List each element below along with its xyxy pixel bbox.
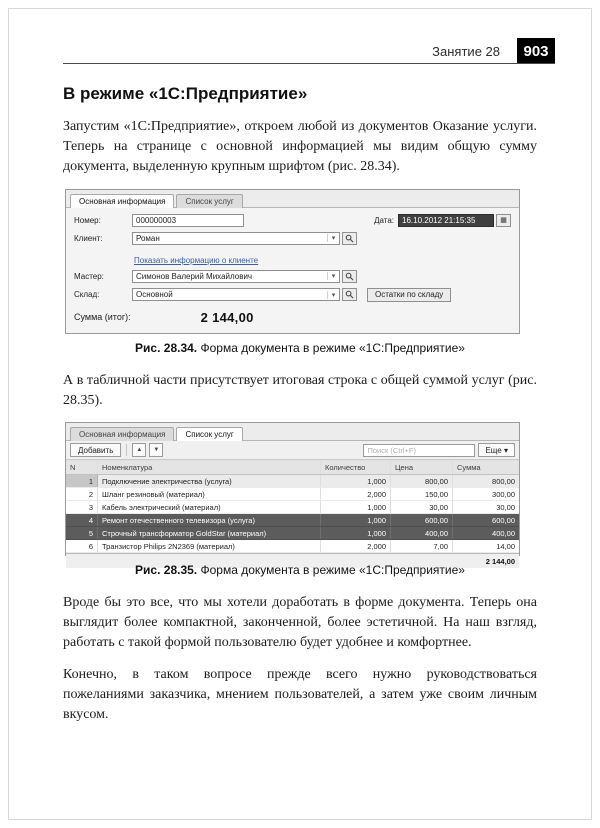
section-heading: В режиме «1С:Предприятие»: [63, 84, 308, 103]
col-header-sum[interactable]: Сумма: [457, 463, 481, 473]
row-sum: 300,00: [492, 489, 515, 499]
figure-28-35-screenshot: [65, 422, 520, 566]
row-price: 400,00: [391, 527, 453, 539]
row-nomenclature: Строчный трансформатор GoldStar (материал): [98, 527, 321, 539]
master-input[interactable]: [133, 271, 327, 282]
page-number-badge: [517, 38, 555, 64]
page-number: 903: [523, 42, 549, 60]
date-label: Дата:: [374, 215, 394, 225]
number-date-row: [74, 214, 511, 227]
chevron-down-icon[interactable]: ▾: [327, 234, 339, 242]
client-input[interactable]: [133, 233, 327, 244]
row-sum: 800,00: [492, 476, 515, 486]
row-quantity: 2,000: [321, 488, 391, 500]
tab-services-list[interactable]: Список услуг: [176, 194, 242, 208]
row-sum: 14,00: [496, 541, 515, 551]
warehouse-lookup-button[interactable]: [342, 288, 357, 301]
master-row: [74, 270, 511, 283]
row-quantity: 1,000: [321, 475, 391, 487]
row-quantity: 1,000: [321, 514, 391, 526]
table-header-row: [66, 461, 519, 475]
date-field[interactable]: [398, 214, 494, 227]
row-number: 4: [66, 514, 98, 526]
tab-main-info[interactable]: Основная информация: [70, 427, 174, 441]
chevron-down-icon[interactable]: ▾: [327, 291, 339, 299]
services-table: [66, 460, 519, 568]
warehouse-input[interactable]: [133, 289, 327, 300]
show-client-info-link[interactable]: Показать информацию о клиенте: [134, 255, 259, 265]
col-header-quantity[interactable]: Количество: [321, 461, 391, 474]
calendar-icon: ▦: [500, 217, 507, 225]
col-header-n[interactable]: N: [66, 461, 98, 474]
client-row: [74, 232, 511, 245]
toolbar-separator: [126, 444, 127, 456]
table-row-selected[interactable]: [66, 514, 519, 527]
fig2-tab-bar: [66, 423, 519, 441]
table-row[interactable]: [66, 540, 519, 553]
master-lookup-button[interactable]: [342, 270, 357, 283]
total-row: [74, 310, 511, 325]
content-column: [63, 84, 537, 737]
more-button[interactable]: [478, 443, 515, 457]
body-paragraph: Конечно, в таком вопросе прежде всего нужно руководствоваться пожеланиями заказчика, мнением пользователей, а затем уже своим личным вкусом.: [63, 667, 537, 722]
row-nomenclature: Кабель электрический (материал): [98, 501, 321, 513]
body-paragraph: Вроде бы это все, что мы хотели доработать в форме документа. Теперь она выглядит более компактной, законченной, более эстетичной. На наш взгляд, работать с такой формой пользователю будет удобнее и комфортнее.: [63, 595, 537, 651]
fig1-tab-bar: [66, 190, 519, 208]
total-value: 2 144,00: [200, 309, 254, 325]
row-sum: 600,00: [492, 515, 515, 525]
warehouse-row: [74, 288, 511, 302]
row-quantity: 2,000: [321, 540, 391, 552]
table-row-selected[interactable]: [66, 527, 519, 540]
warehouse-field[interactable]: [132, 288, 340, 301]
stock-by-warehouse-button[interactable]: Остатки по складу: [367, 288, 451, 302]
body-paragraph: Запустим «1С:Предприятие», откроем любой из документов Оказание услуги. Теперь на странице с основной информацией мы видим общую сумму документа, выделенную крупным шрифтом (рис. 28.34).: [63, 119, 537, 174]
warehouse-label: Склад:: [74, 290, 100, 300]
row-number: 5: [66, 527, 98, 539]
row-quantity: 1,000: [321, 501, 391, 513]
magnifier-icon: [345, 234, 354, 243]
tab-main-info[interactable]: Основная информация: [70, 194, 174, 208]
chevron-down-icon: ▾: [503, 445, 508, 455]
more-button-label: Еще: [485, 445, 502, 455]
row-sum: 30,00: [496, 502, 515, 512]
table-row[interactable]: [66, 475, 519, 488]
table-row[interactable]: [66, 501, 519, 514]
number-label: Номер:: [74, 215, 101, 225]
magnifier-icon: [345, 272, 354, 281]
row-number: 3: [66, 501, 98, 513]
client-field[interactable]: [132, 232, 340, 245]
move-up-button[interactable]: [132, 443, 146, 457]
figure-number: Рис. 28.34.: [135, 340, 198, 355]
client-label: Клиент:: [74, 233, 103, 243]
tab-services-list[interactable]: Список услуг: [176, 427, 242, 441]
row-number: 1: [66, 475, 98, 487]
running-header: Занятие 28: [432, 44, 500, 59]
header-rule: [63, 63, 555, 64]
col-header-nomenclature[interactable]: Номенклатура: [98, 461, 321, 474]
fig1-form: [66, 208, 519, 333]
table-toolbar: [66, 441, 519, 460]
add-row-button[interactable]: Добавить: [70, 443, 121, 457]
row-sum: 400,00: [492, 528, 515, 538]
figure-28-34-screenshot: [65, 189, 520, 334]
col-header-price[interactable]: Цена: [391, 461, 453, 474]
number-field[interactable]: [132, 214, 244, 227]
row-price: 600,00: [391, 514, 453, 526]
row-price: 800,00: [391, 475, 453, 487]
chevron-down-icon[interactable]: ▾: [327, 272, 339, 280]
calendar-button[interactable]: [496, 214, 511, 227]
row-price: 30,00: [391, 501, 453, 513]
figure-title: Форма документа в режиме «1С:Предприятие»: [200, 563, 465, 578]
row-number: 6: [66, 540, 98, 552]
row-price: 7,00: [391, 540, 453, 552]
table-row[interactable]: [66, 488, 519, 501]
row-nomenclature: Транзистор Philips 2N2369 (материал): [98, 540, 321, 552]
body-paragraph: А в табличной части присутствует итоговая строка с общей суммой услуг (рис. 28.35).: [63, 372, 537, 408]
row-nomenclature: Шланг резиновый (материал): [98, 488, 321, 500]
move-down-button[interactable]: [149, 443, 163, 457]
up-arrow-icon: ▲: [136, 447, 143, 454]
row-nomenclature: Подключение электричества (услуга): [98, 475, 321, 487]
row-price: 150,00: [391, 488, 453, 500]
magnifier-icon: [345, 290, 354, 299]
search-input[interactable]: [363, 444, 475, 457]
client-lookup-button[interactable]: [342, 232, 357, 245]
row-number: 2: [66, 488, 98, 500]
table-total-value: 2 144,00: [485, 556, 515, 566]
down-arrow-icon: ▼: [153, 447, 160, 454]
row-quantity: 1,000: [321, 527, 391, 539]
figure-caption: [63, 341, 537, 355]
total-label: Сумма (итог):: [74, 312, 131, 323]
master-field[interactable]: [132, 270, 340, 283]
figure-title: Форма документа в режиме «1С:Предприятие»: [200, 340, 465, 355]
master-label: Мастер:: [74, 271, 104, 281]
row-nomenclature: Ремонт отечественного телевизора (услуга): [98, 514, 321, 526]
figure-number: Рис. 28.35.: [135, 563, 198, 578]
